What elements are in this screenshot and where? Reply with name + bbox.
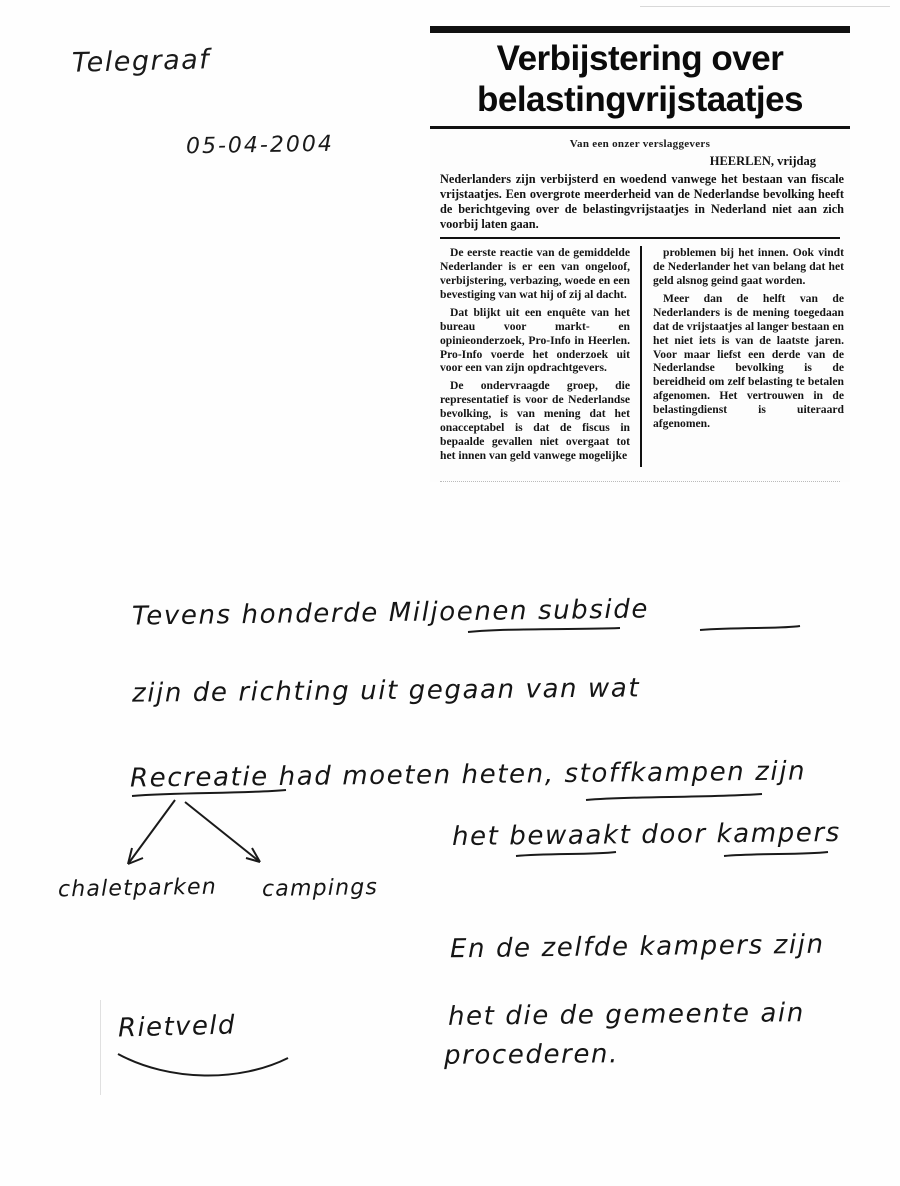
handwritten-branch-label-left: chaletparken [57, 874, 218, 903]
scan-edge-mark-top [640, 6, 890, 7]
clipping-column-right [642, 246, 844, 467]
clipping-columns [430, 246, 850, 467]
clipping-paragraph: De eerste reactie van de gemiddelde Nederlander is er een van ongeloof, verbijstering, verbazing, woede en een bevestiging van wat hij of zij al dacht. [440, 246, 630, 301]
handwritten-body-line-5: En de zelfde kampers zijn [449, 929, 825, 965]
clipping-lead-rule [440, 237, 840, 239]
underline-miljoenen-icon [468, 628, 620, 632]
handwritten-body-line-1: Tevens honderde Miljoenen subside [131, 594, 650, 632]
handwritten-source-label: Telegraaf [71, 44, 211, 79]
clipping-headline-line1: Verbijstering over [496, 39, 784, 78]
clipping-paragraph: Dat blijkt uit een enquête van het bureau voor markt- en opinieonderzoek, Pro-Info in Heerlen. Pro-Info voerde het onderzoek uit voor een van zijn opdrachtgevers. [440, 305, 630, 375]
underline-kampers-icon [724, 852, 828, 856]
handwritten-signature: Rietveld [117, 1010, 237, 1044]
clipping-headline-rule [430, 126, 850, 129]
handwritten-branch-label-right: campings [261, 874, 379, 903]
clipping-byline: Van een onzer verslaggevers [569, 138, 711, 151]
clipping-headline-line2: belastingvrijstaatjes [476, 80, 804, 120]
handwritten-date: 05-04-2004 [185, 131, 335, 160]
handwritten-body-line-2: zijn de richting uit gegaan van wat [131, 673, 641, 709]
clipping-torn-edge [440, 467, 840, 482]
handwritten-body-line-7: procederen. [443, 1039, 620, 1071]
handwritten-body-line-6: het die de gemeente ain [447, 998, 806, 1032]
scan-edge-mark-left [100, 1000, 101, 1095]
clipping-paragraph: problemen bij het innen. Ook vindt de Nederlander het van belang dat het geld alsnog geind gaat worden. [653, 246, 844, 287]
arrowhead-left-icon [128, 848, 143, 864]
arrowhead-right-icon [246, 848, 260, 862]
underline-bewaakt-icon [516, 852, 616, 856]
underline-stoffkampen-icon [586, 794, 762, 800]
clipping-top-rule [430, 26, 850, 33]
clipping-dateline: HEERLEN, vrijdag [709, 154, 816, 169]
arrow-to-chaletparken-icon [128, 800, 175, 864]
clipping-paragraph: De ondervraagde groep, die representatief is voor de Nederlandse bevolking, is van mening dat het onacceptabel is dat de fiscus in bepaalde gevallen niet overgaat tot het innen van geld vanwege mogelijke [440, 379, 630, 462]
newspaper-clipping [430, 26, 850, 482]
underline-subside-icon [700, 626, 800, 630]
clipping-column-left [440, 246, 642, 467]
handwritten-body-line-3: Recreatie had moeten heten, stoffkampen zijn [129, 756, 807, 794]
handwritten-body-line-4: het bewaakt door kampers [451, 817, 841, 853]
clipping-lead-paragraph: Nederlanders zijn verbijsterd en woedend vanwege het bestaan van fiscale vrijstaatjes. Een overgrote meerderheid van de Nederlandse bevolking heeft de berichtgeving over de belastingvrijstaatjes in Nederland niet aan zich voorbij laten gaan. [440, 172, 844, 232]
clipping-paragraph: Meer dan de helft van de Nederlanders is de mening toegedaan dat de vrijstaatjes al langer bestaan en het niet iets is van de laatste jaren. Voor maar liefst een derde van de Nederlandse bevolking is de bereidheid om zelf belasting te betalen afgenomen. Het vertrouwen in de belastingdienst is uiteraard afgenomen. [653, 291, 844, 431]
arrow-to-campings-icon [185, 802, 260, 862]
signature-flourish-icon [118, 1054, 288, 1076]
